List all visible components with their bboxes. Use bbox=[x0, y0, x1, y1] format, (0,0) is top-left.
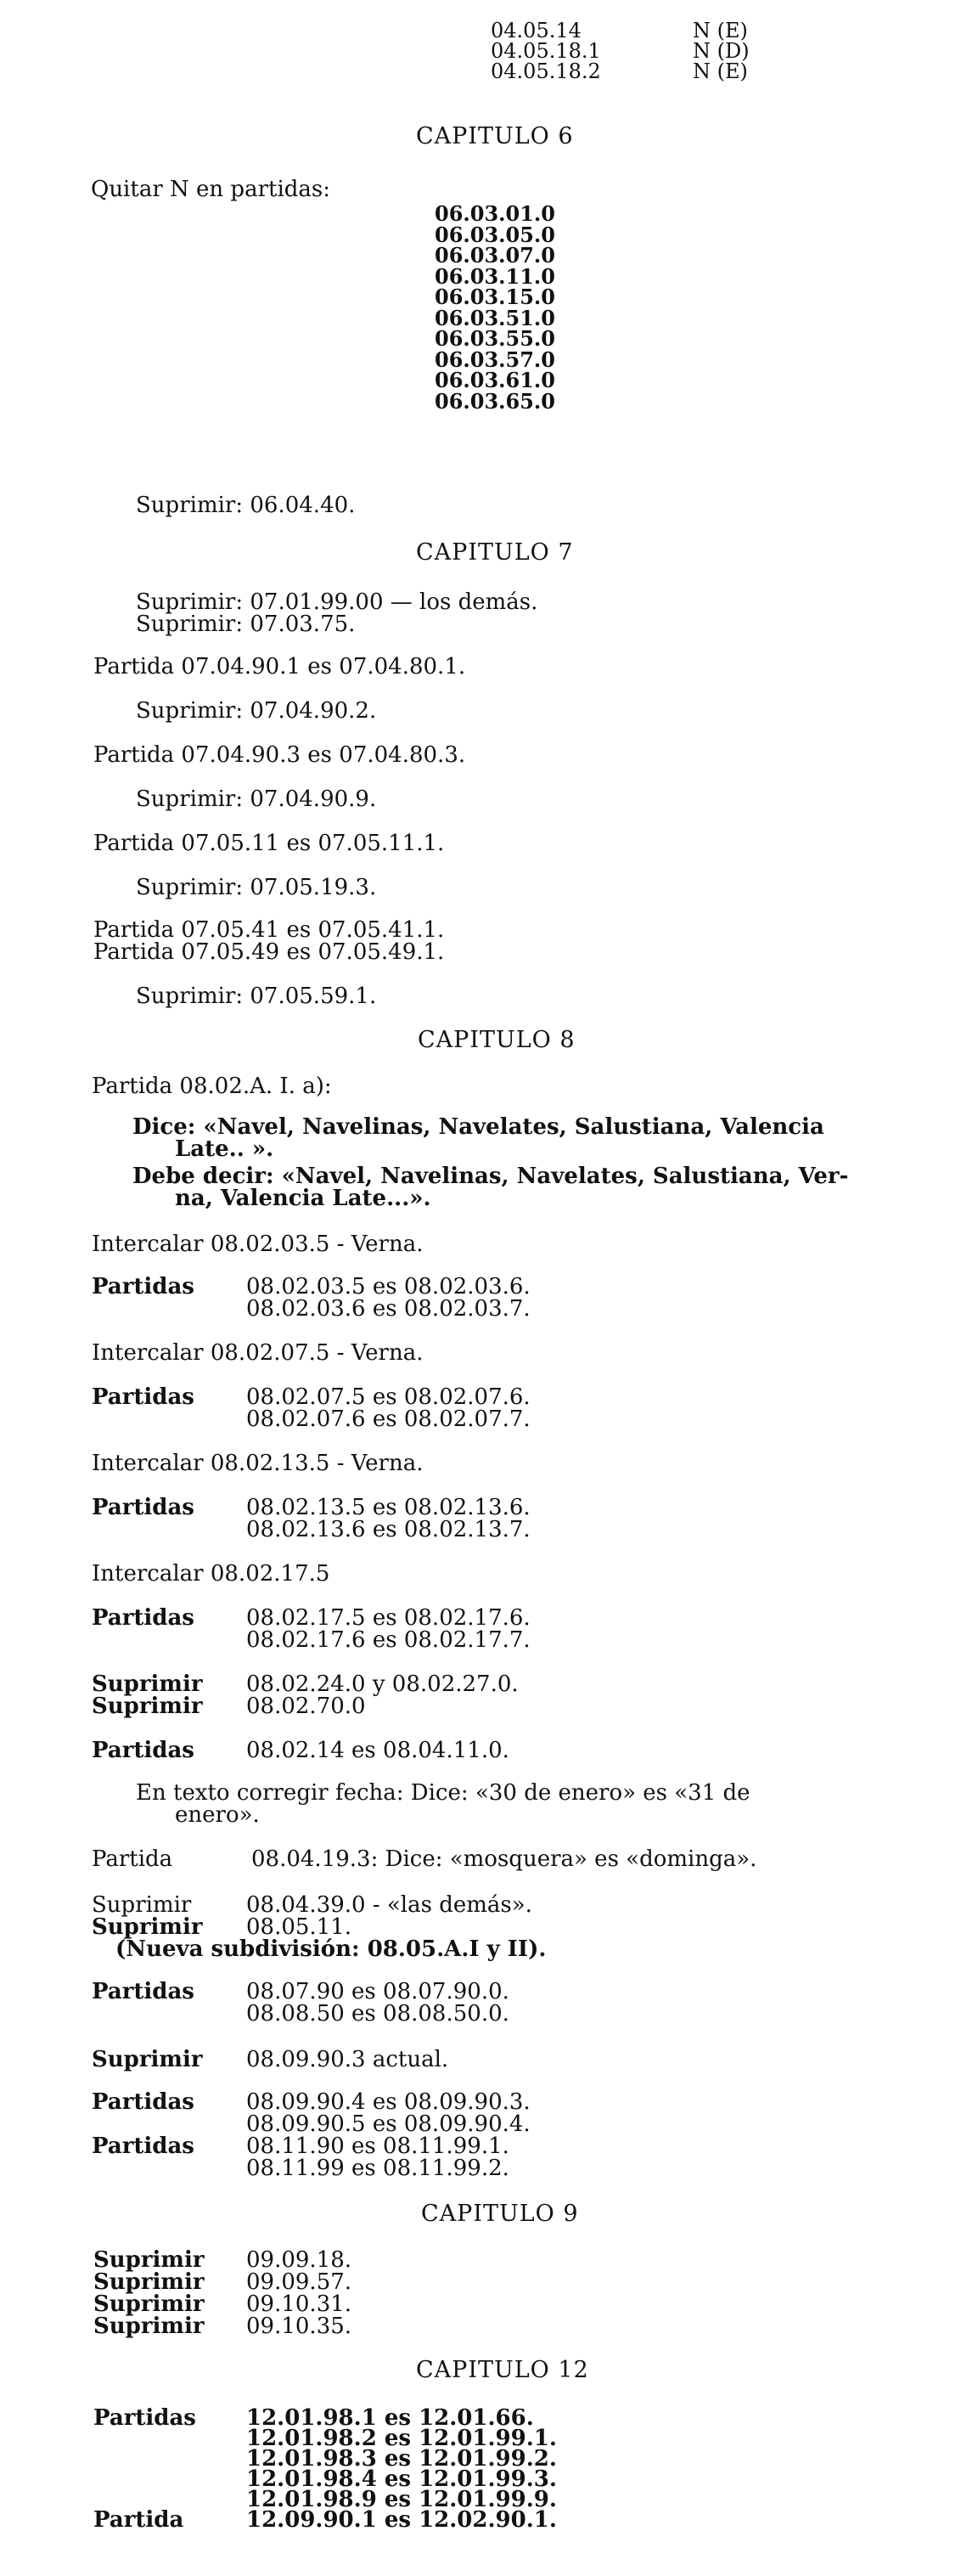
cap7-line: Partida 07.05.41 es 07.05.41.1. bbox=[93, 917, 445, 943]
chapter-12-title: CAPITULO 12 bbox=[416, 2357, 589, 2383]
partidas-row: 08.02.03.6 es 08.02.03.7. bbox=[246, 1296, 531, 1322]
partidas-label: Partidas bbox=[92, 1738, 194, 1763]
cap12-row: 12.01.98.9 es 12.01.99.9. bbox=[246, 2487, 557, 2512]
intercalar-line: Intercalar 08.02.17.5 bbox=[92, 1561, 330, 1587]
top-row-mark: N (E) bbox=[693, 19, 748, 42]
partidas-row: 08.09.90.4 es 08.09.90.3. bbox=[246, 2089, 531, 2115]
cap9-label: Suprimir bbox=[93, 2247, 205, 2273]
intercalar-line: Intercalar 08.02.03.5 - Verna. bbox=[92, 1232, 424, 1257]
partidas-row: 08.11.99 es 08.11.99.2. bbox=[246, 2156, 509, 2181]
top-row bbox=[491, 41, 750, 61]
partidas-row: 08.02.14 es 08.04.11.0. bbox=[246, 1738, 509, 1763]
partidas-row: 08.02.17.5 es 08.02.17.6. bbox=[246, 1605, 531, 1631]
cap12-row: 12.01.98.3 es 12.01.99.2. bbox=[246, 2446, 557, 2472]
code-item: 06.03.55.0 bbox=[435, 326, 555, 351]
top-codes bbox=[491, 20, 750, 82]
top-row-code: 04.05.18.1 bbox=[491, 39, 601, 63]
partidas-row: 08.02.17.6 es 08.02.17.7. bbox=[246, 1627, 531, 1653]
partidas-row: 08.11.90 es 08.11.99.1. bbox=[246, 2134, 509, 2159]
chapter-6-code-list bbox=[435, 201, 555, 414]
cap9-item: 09.09.18. bbox=[246, 2247, 352, 2273]
cap12-row: 12.01.98.2 es 12.01.99.1. bbox=[246, 2426, 557, 2451]
code-item: 06.03.07.0 bbox=[435, 243, 555, 268]
partidas-label: Partidas bbox=[92, 2089, 194, 2115]
cap7-line: Suprimir: 07.01.99.00 — los demás. bbox=[136, 589, 538, 615]
cap9-label: Suprimir bbox=[93, 2291, 205, 2317]
cap7-line: Partida 07.05.11 es 07.05.11.1. bbox=[93, 831, 445, 856]
partidas-row: 08.02.07.6 es 08.02.07.7. bbox=[246, 1406, 531, 1432]
suprimir-label: Suprimir bbox=[92, 2047, 203, 2072]
chapter-7-title: CAPITULO 7 bbox=[416, 539, 574, 566]
cap12-row: 12.01.98.1 es 12.01.66. bbox=[246, 2405, 534, 2431]
dice-line: Dice: «Navel, Navelinas, Navelates, Salustiana, Valencia bbox=[132, 1114, 824, 1140]
chapter-6-suprimir: Suprimir: 06.04.40. bbox=[136, 493, 356, 518]
partidas-label: Partidas bbox=[92, 1979, 194, 2004]
suprimir-value: 08.04.39.0 - «las demás». bbox=[246, 1892, 532, 1918]
suprimir-label: Suprimir bbox=[92, 1694, 203, 1719]
top-row-mark: N (E) bbox=[693, 59, 748, 83]
debe-line: na, Valencia Late...». bbox=[175, 1186, 431, 1211]
cap7-line: Suprimir: 07.04.90.9. bbox=[136, 786, 377, 812]
partidas-row: 08.02.13.6 es 08.02.13.7. bbox=[246, 1517, 531, 1542]
partidas-row: 08.02.03.5 es 08.02.03.6. bbox=[246, 1274, 531, 1299]
suprimir-label: Suprimir bbox=[92, 1892, 192, 1918]
cap12-label: Partidas bbox=[93, 2405, 196, 2431]
suprimir-value: 08.05.11. bbox=[246, 1914, 352, 1940]
nueva-subdivision: (Nueva subdivisión: 08.05.A.I y II). bbox=[115, 1936, 547, 1962]
suprimir-label: Suprimir bbox=[92, 1671, 203, 1697]
top-row-code: 04.05.18.2 bbox=[491, 59, 601, 83]
intercalar-line: Intercalar 08.02.13.5 - Verna. bbox=[92, 1451, 424, 1476]
suprimir-value: 08.02.70.0 bbox=[246, 1694, 366, 1719]
code-item: 06.03.51.0 bbox=[435, 305, 555, 330]
partidas-label: Partidas bbox=[92, 1384, 194, 1410]
suprimir-value: 08.02.24.0 y 08.02.27.0. bbox=[246, 1671, 519, 1697]
suprimir-label: Suprimir bbox=[92, 1914, 203, 1940]
quitar-line: Quitar N en partidas: bbox=[91, 177, 331, 202]
cap7-line: Partida 07.05.49 es 07.05.49.1. bbox=[93, 939, 445, 965]
partidas-row: 08.02.07.5 es 08.02.07.6. bbox=[246, 1384, 531, 1410]
code-item: 06.03.05.0 bbox=[435, 222, 555, 247]
suprimir-value: 08.09.90.3 actual. bbox=[246, 2047, 449, 2072]
cap7-line: Suprimir: 07.03.75. bbox=[136, 612, 356, 637]
code-item: 06.03.01.0 bbox=[435, 201, 555, 226]
top-row bbox=[491, 20, 750, 41]
code-item: 06.03.15.0 bbox=[435, 285, 555, 309]
partidas-label: Partidas bbox=[92, 2134, 194, 2159]
cap12-last-label: Partida bbox=[93, 2507, 184, 2533]
partidas-row: 08.02.13.5 es 08.02.13.6. bbox=[246, 1495, 531, 1520]
cap12-row: 12.01.98.4 es 12.01.99.3. bbox=[246, 2466, 557, 2492]
partidas-label: Partidas bbox=[92, 1605, 194, 1631]
top-row-code: 04.05.14 bbox=[491, 19, 582, 42]
cap9-label: Suprimir bbox=[93, 2269, 205, 2295]
texto-line: enero». bbox=[175, 1802, 260, 1828]
partidas-row: 08.08.50 es 08.08.50.0. bbox=[246, 2001, 509, 2026]
cap12-last: 12.09.90.1 es 12.02.90.1. bbox=[246, 2507, 557, 2533]
cap9-item: 09.10.35. bbox=[246, 2314, 352, 2339]
cap7-line: Partida 07.04.90.1 es 07.04.80.1. bbox=[93, 654, 466, 679]
intercalar-line: Intercalar 08.02.07.5 - Verna. bbox=[92, 1340, 424, 1366]
top-row-mark: N (D) bbox=[693, 39, 750, 63]
cap9-label: Suprimir bbox=[93, 2314, 205, 2339]
partida-value: 08.04.19.3: Dice: «mosquera» es «dominga». bbox=[251, 1846, 757, 1872]
cap9-item: 09.10.31. bbox=[246, 2291, 352, 2317]
debe-line: Debe decir: «Navel, Navelinas, Navelates, Salustiana, Ver- bbox=[132, 1164, 849, 1189]
partidas-label: Partidas bbox=[92, 1274, 194, 1299]
partida-a: Partida 08.02.A. I. a): bbox=[92, 1074, 332, 1099]
partidas-label: Partidas bbox=[92, 1495, 194, 1520]
chapter-9-title: CAPITULO 9 bbox=[421, 2201, 579, 2227]
partida-label: Partida bbox=[92, 1846, 173, 1872]
dice-line: Late.. ». bbox=[175, 1136, 274, 1162]
code-item: 06.03.11.0 bbox=[435, 263, 555, 289]
cap7-line: Suprimir: 07.04.90.2. bbox=[136, 698, 377, 724]
partidas-row: 08.07.90 es 08.07.90.0. bbox=[246, 1979, 509, 2004]
chapter-8-title: CAPITULO 8 bbox=[418, 1027, 576, 1053]
top-row bbox=[491, 61, 750, 82]
code-item: 06.03.57.0 bbox=[435, 347, 555, 372]
chapter-6-title: CAPITULO 6 bbox=[416, 123, 574, 149]
code-item: 06.03.65.0 bbox=[435, 388, 555, 414]
code-item: 06.03.61.0 bbox=[435, 368, 555, 392]
partidas-row: 08.09.90.5 es 08.09.90.4. bbox=[246, 2111, 531, 2137]
cap9-item: 09.09.57. bbox=[246, 2269, 352, 2295]
cap7-line: Suprimir: 07.05.59.1. bbox=[136, 984, 377, 1009]
cap7-line: Partida 07.04.90.3 es 07.04.80.3. bbox=[93, 742, 466, 768]
texto-line: En texto corregir fecha: Dice: «30 de enero» es «31 de bbox=[136, 1780, 750, 1806]
cap7-line: Suprimir: 07.05.19.3. bbox=[136, 875, 377, 900]
